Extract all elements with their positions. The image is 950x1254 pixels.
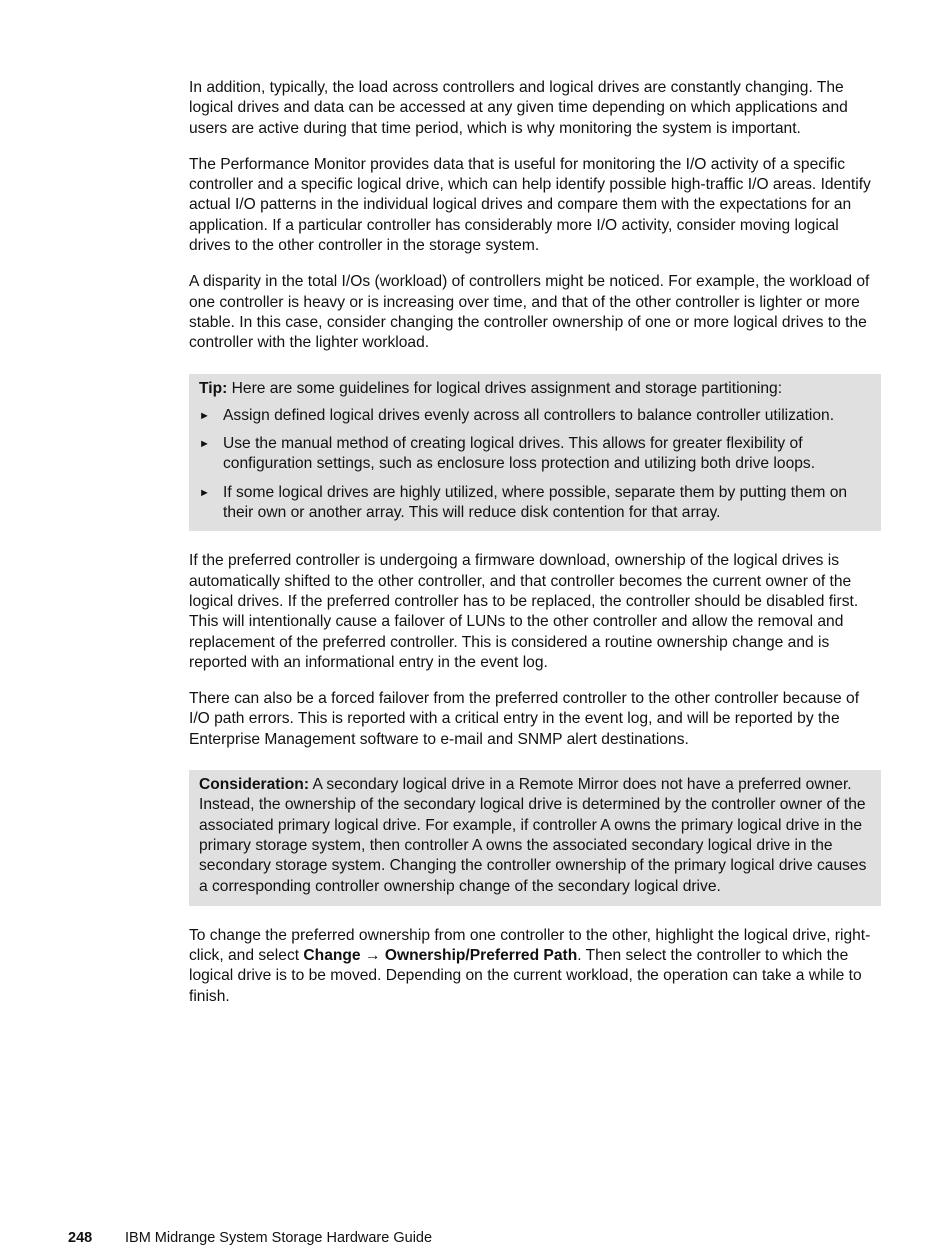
paragraph-workload-disparity: A disparity in the total I/Os (workload) of controllers might be noticed. For example, the workload of one controller is heavy or is increasing over time, and that of the other controller is lighter or more stable. In this case, consider changing the controller ownership of one or more logical drives to the controller with the lighter workload.: [189, 273, 870, 352]
tip-list: [199, 406, 871, 523]
tip-box: [189, 374, 881, 532]
paragraph-change-ownership: [189, 926, 881, 1007]
paragraph-change-ownership-end: . Then select the controller to which the logical drive is to be moved. Depending on the current workload, the operation can take a while to finish.: [189, 947, 862, 1005]
paragraph-load-changing: In addition, typically, the load across controllers and logical drives are constantly changing. The logical drives and data can be accessed at any given time depending on which applications and users are active during that time period, which is why monitoring the system is important.: [189, 79, 848, 137]
paragraph-performance-monitor: The Performance Monitor provides data that is useful for monitoring the I/O activity of a specific controller and a specific logical drive, which can help identify possible high-traffic I/O areas. Identify actual I/O patterns in the individual logical drives and compare them with the expectations for an application. If a particular controller has considerably more I/O activity, consider moving logical drives to the other controller in the storage system.: [189, 155, 871, 255]
page-footer: [68, 1230, 432, 1246]
menu-path: Change → Ownership/Preferred Path: [303, 947, 578, 965]
paragraph-change-ownership-start: To change the preferred ownership from one controller to the other, highlight the logical drive, right-click, and select: [189, 926, 871, 965]
tip-label: Tip:: [199, 379, 228, 397]
tip-intro-text: Here are some guidelines for logical drives assignment and storage partitioning:: [227, 379, 783, 397]
list-item-text: If some logical drives are highly utilized, where possible, separate them by putting them on their own or another array. This will reduce disk contention for that array.: [223, 483, 848, 522]
list-item: [199, 483, 871, 524]
list-item-text: Use the manual method of creating logical drives. This allows for greater flexibility of configuration settings, such as enclosure loss protection and utilizing both drive loops.: [223, 435, 816, 473]
paragraph-forced-failover: There can also be a forced failover from the preferred controller to the other controller because of I/O path errors. This is reported with a critical entry in the event log, and will be reported by the Enterprise Management software to e-mail and SNMP alert destinations.: [189, 690, 860, 748]
consideration-label: Consideration:: [199, 776, 310, 794]
consideration-body: A secondary logical drive in a Remote Mirror does not have a preferred owner. Instead, the ownership of the secondary logical drive is determined by the controller owner of the associated primary logical drive. For example, if controller A owns the primary logical drive in the primary storage system, then controller A owns the associated secondary logical drive in the secondary storage system. Changing the controller ownership of the primary logical drive causes a corresponding controller ownership change of the secondary logical drive.: [199, 776, 867, 895]
paragraph-firmware-download: If the preferred controller is undergoing a firmware download, ownership of the logical drives is automatically shifted to the other controller, and that controller becomes the current owner of the logical drives. If the preferred controller has to be replaced, the controller should be disabled first. This will intentionally cause a failover of LUNs to the other controller and allow the removal and replacement of the preferred controller. This is considered a routine ownership change and is reported with an informational entry in the event log.: [189, 552, 859, 671]
consideration-text: [199, 775, 871, 897]
list-item: [199, 434, 871, 475]
bullet-arrow-icon: ►: [199, 438, 210, 451]
page-content: [189, 78, 881, 1023]
consideration-box: [189, 770, 881, 906]
list-item: [199, 406, 871, 426]
page-number: 248: [68, 1230, 93, 1246]
bullet-arrow-icon: ►: [199, 409, 210, 422]
tip-intro: [199, 379, 871, 399]
book-title: IBM Midrange System Storage Hardware Guide: [125, 1230, 433, 1246]
bullet-arrow-icon: ►: [199, 486, 210, 499]
list-item-text: Assign defined logical drives evenly across all controllers to balance controller utilization.: [223, 406, 835, 424]
